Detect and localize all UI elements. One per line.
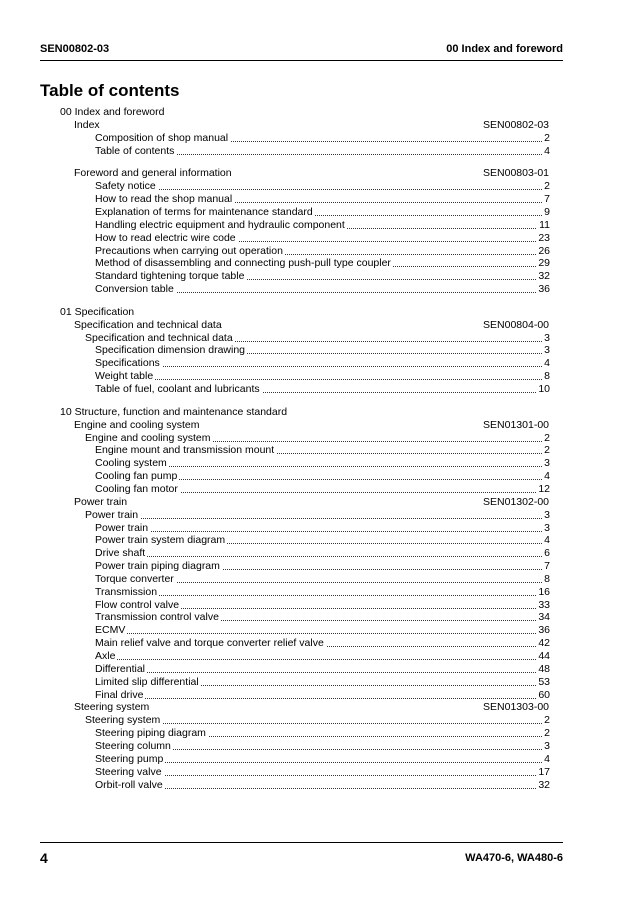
toc-entry (95, 270, 550, 283)
toc-label: Orbit-roll valve (95, 778, 163, 791)
toc-page-number: 3 (544, 521, 550, 534)
toc-label: Method of disassembling and connecting push-pull type coupler (95, 257, 391, 270)
toc-page-number: 8 (544, 370, 550, 383)
toc-label: Steering system (85, 714, 161, 727)
toc-entry (95, 740, 550, 753)
toc-entry (95, 257, 550, 270)
toc-page-number: 2 (544, 431, 550, 444)
toc-page-number: 2 (544, 131, 550, 144)
toc-entry (95, 522, 550, 535)
toc-label: Steering column (95, 739, 171, 752)
toc-label: Table of contents (95, 144, 175, 157)
toc-label: Standard tightening torque table (95, 270, 245, 283)
toc-page-number: 16 (538, 585, 550, 598)
toc-page-number: 7 (544, 193, 550, 206)
toc-label: Specification and technical data (85, 331, 233, 344)
toc-label: Cooling system (95, 457, 167, 470)
toc-label: 01 Specification (60, 305, 135, 318)
toc-section-heading (60, 406, 549, 419)
toc-document-heading (74, 119, 549, 132)
toc-label: Limited slip differential (95, 675, 199, 688)
toc-entry (95, 180, 550, 193)
toc-label: Handling electric equipment and hydraulic component (95, 218, 345, 231)
toc-document-code: SEN01303-00 (483, 701, 549, 714)
header-rule (40, 60, 563, 61)
footer-rule (40, 842, 563, 843)
toc-label: Engine and cooling system (85, 431, 211, 444)
toc-entry (95, 206, 550, 219)
toc-entry (95, 344, 550, 357)
toc-entry (95, 534, 550, 547)
toc-document-code: SEN01302-00 (483, 495, 549, 508)
toc-page-number: 26 (538, 244, 550, 257)
toc-entry (95, 624, 550, 637)
toc-label: Power train (74, 495, 128, 508)
toc-entry (95, 766, 550, 779)
toc-entry (95, 370, 550, 383)
toc-entry (95, 219, 550, 232)
toc-entry (95, 663, 550, 676)
toc-label: Flow control valve (95, 598, 180, 611)
toc-document-code: SEN00802-03 (483, 118, 549, 131)
toc-label: Power train piping diagram (95, 560, 220, 573)
toc-label: 00 Index and foreword (60, 106, 165, 118)
toc-entry (95, 689, 550, 702)
toc-entry (85, 509, 550, 522)
section-title: 00 Index and foreword (446, 43, 563, 55)
toc-entry (95, 676, 550, 689)
toc-label: Power train system diagram (95, 534, 226, 547)
toc-label: Table of fuel, coolant and lubricants (95, 383, 260, 395)
toc-label: Torque converter (95, 572, 174, 585)
toc-page-number: 10 (538, 383, 550, 395)
model-name: WA470-6, WA480-6 (465, 852, 563, 864)
doc-code: SEN00802-03 (40, 43, 110, 55)
toc-document-heading (74, 701, 549, 714)
toc-entry (95, 357, 550, 370)
toc-label: Transmission control valve (95, 611, 219, 624)
toc-page-number: 3 (544, 508, 550, 521)
toc-entry (95, 193, 550, 206)
toc-label: Safety notice (95, 180, 156, 193)
toc-page-number: 4 (544, 357, 550, 370)
toc-page-number: 2 (544, 714, 550, 727)
toc-page-number: 3 (544, 331, 550, 344)
toc-label: Steering piping diagram (95, 727, 206, 740)
toc-entry (95, 599, 550, 612)
toc-label: Specifications (95, 357, 160, 370)
toc-page-number: 32 (538, 270, 550, 283)
toc-page-number: 29 (538, 257, 550, 270)
page-header (40, 43, 563, 57)
toc-page-number: 33 (538, 598, 550, 611)
toc-page-number: 36 (538, 624, 550, 637)
page-title: Table of contents (40, 81, 180, 100)
toc-entry (85, 714, 550, 727)
toc-entry (95, 145, 550, 158)
toc-document-heading (74, 319, 549, 332)
toc-page-number: 48 (538, 662, 550, 675)
toc-entry (95, 611, 550, 624)
toc-label: Axle (95, 650, 116, 662)
toc-page-number: 3 (544, 739, 550, 752)
toc-page-number: 53 (538, 675, 550, 688)
page-number: 4 (40, 850, 48, 866)
toc-page-number: 2 (544, 727, 550, 740)
toc-label: Steering pump (95, 752, 164, 765)
toc-entry (85, 432, 550, 445)
page-footer (40, 850, 563, 868)
toc-label: Final drive (95, 688, 144, 701)
toc-label: Explanation of terms for maintenance standard (95, 205, 313, 218)
toc-page-number: 2 (544, 444, 550, 457)
toc-page-number: 9 (544, 205, 550, 218)
toc-entry (95, 586, 550, 599)
toc-label: Main relief valve and torque converter relief valve (95, 637, 324, 650)
toc-page-number: 3 (544, 457, 550, 470)
toc-label: ECMV (95, 624, 126, 637)
toc-label: How to read electric wire code (95, 231, 236, 244)
toc-page-number: 4 (544, 144, 550, 157)
toc-entry (95, 560, 550, 573)
toc-entry (95, 637, 550, 650)
toc-entry (95, 547, 550, 560)
toc-label: Index (74, 118, 100, 131)
toc-entry (95, 283, 550, 296)
toc-label: Power train (95, 521, 149, 534)
toc-page-number: 4 (544, 534, 550, 547)
toc-page-number: 11 (539, 218, 550, 231)
toc-label: Specification and technical data (74, 318, 222, 331)
toc-label: Steering valve (95, 765, 162, 778)
toc-entry (95, 779, 550, 792)
toc-label: 10 Structure, function and maintenance standard (60, 405, 288, 418)
toc-document-heading (74, 419, 549, 432)
toc-entry (95, 727, 550, 740)
toc-entry (95, 753, 550, 766)
toc-entry (95, 232, 550, 245)
toc-document-heading (74, 496, 549, 509)
toc-entry (95, 650, 550, 663)
toc-page-number: 3 (544, 344, 550, 357)
toc-label: Cooling fan pump (95, 470, 178, 483)
toc-document-code: SEN00803-01 (483, 167, 549, 180)
toc-page-number: 60 (538, 688, 550, 701)
toc-entry (95, 573, 550, 586)
toc-label: Steering system (74, 701, 150, 714)
toc-page-number: 4 (544, 752, 550, 765)
toc-section-heading (60, 306, 549, 319)
toc-page-number: 7 (544, 560, 550, 573)
toc-entry (95, 245, 550, 258)
toc-entry (95, 132, 550, 145)
toc-page-number: 17 (538, 765, 550, 778)
toc-label: Differential (95, 662, 145, 675)
toc-label: Weight table (95, 370, 154, 383)
toc-entry (95, 470, 550, 483)
toc-page-number: 23 (538, 231, 550, 244)
toc-label: Engine and cooling system (74, 418, 200, 431)
toc-entry (95, 383, 550, 396)
toc-label: Power train (85, 508, 139, 521)
toc-page-number: 6 (544, 547, 550, 560)
toc-label: Precautions when carrying out operation (95, 244, 283, 257)
toc-label: Conversion table (95, 283, 174, 296)
toc-page-number: 4 (544, 470, 550, 483)
toc-label: Transmission (95, 585, 158, 598)
toc-page-number: 44 (538, 650, 550, 662)
toc-section-heading (60, 106, 549, 119)
toc-entry (95, 444, 550, 457)
toc-page-number: 36 (538, 283, 550, 296)
toc-label: Drive shaft (95, 547, 146, 560)
toc-label: Cooling fan motor (95, 482, 178, 495)
toc-page-number: 8 (544, 572, 550, 585)
toc-page-number: 42 (538, 637, 550, 650)
toc-label: Composition of shop manual (95, 131, 229, 144)
toc-document-code: SEN00804-00 (483, 318, 549, 331)
toc-document-heading (74, 167, 549, 180)
toc-page-number: 32 (538, 778, 550, 791)
toc-entry (95, 457, 550, 470)
toc-document-code: SEN01301-00 (483, 418, 549, 431)
toc-entry (95, 483, 550, 496)
toc-page-number: 2 (544, 180, 550, 193)
toc-label: Engine mount and transmission mount (95, 444, 275, 457)
toc-page-number: 12 (538, 482, 550, 495)
toc-label: How to read the shop manual (95, 193, 233, 206)
toc-page-number: 34 (538, 611, 550, 624)
toc-entry (85, 332, 550, 345)
toc-label: Foreword and general information (74, 167, 232, 180)
toc-label: Specification dimension drawing (95, 344, 245, 357)
